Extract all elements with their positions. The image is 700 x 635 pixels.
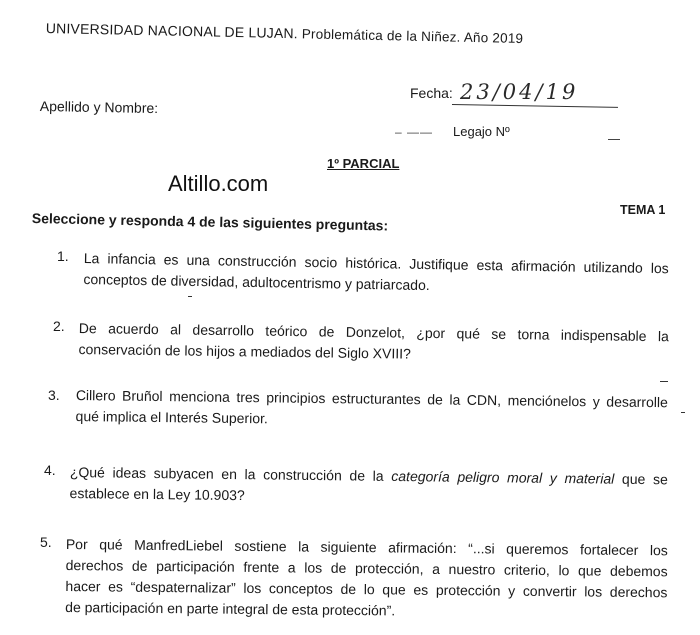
watermark: Altillo.com — [168, 171, 269, 196]
date-label: Fecha: — [410, 85, 453, 101]
question-line: hacer es “despaternalizar” los conceptos de lo que es protección y convertir los derechos — [65, 577, 668, 601]
question-line: conceptos de diversidad, adultocentrismo y patriarcado. — [83, 270, 430, 294]
course-name: Problemática de la Niñez. Año 2019 — [301, 26, 524, 46]
question-number: 4. — [44, 462, 56, 478]
question-line: De acuerdo al desarrollo teórico de Donzelot, ¿por qué se torna indispensable la — [78, 319, 669, 345]
university-name: UNIVERSIDAD NACIONAL DE LUJAN. — [45, 20, 299, 42]
question-line: Cillero Bruñol menciona tres principios estructurantes de la CDN, menciónelos y desarrolle — [75, 386, 668, 411]
question-text — [65, 534, 668, 624]
question-line: La infancia es una construcción socio histórica. Justifique esta afirmación utilizando los — [83, 249, 669, 277]
scan-mark — [188, 296, 192, 297]
legajo-blank: – —— — [395, 125, 434, 139]
document-header — [46, 20, 524, 46]
instructions: Seleccione y responda 4 de las siguientes preguntas: — [31, 210, 389, 234]
question-text-emphasis: categoría peligro moral y material — [391, 467, 615, 487]
scan-mark — [681, 412, 685, 413]
question-line: Por qué ManfredLiebel sostiene la siguiente afirmación: “...si queremos fortalecer los — [65, 535, 668, 559]
tema-label: TEMA 1 — [620, 203, 666, 217]
question-number: 1. — [57, 248, 69, 264]
question-text-part: que se — [614, 470, 668, 488]
question-line: conservación de los hijos a mediados del Siglo XVIII? — [78, 340, 411, 362]
exam-title: 1º PARCIAL — [327, 156, 400, 171]
question-line: establece en la Ley 10.903? — [69, 484, 245, 504]
question-number: 5. — [40, 534, 52, 550]
question-text — [83, 248, 669, 300]
question-text — [69, 462, 667, 511]
name-field-label: Apellido y Nombre: — [39, 98, 159, 117]
date-value-handwritten: 23/04/19 — [460, 80, 579, 104]
question-text — [78, 318, 669, 368]
scan-mark — [660, 381, 668, 382]
question-line: qué implica el Interés Superior. — [75, 407, 268, 427]
question-line: derechos de participación frente a los de protección, a nuestro criterio, lo que debemos — [65, 556, 668, 580]
question-number: 3. — [48, 387, 60, 403]
question-number: 2. — [53, 318, 65, 334]
question-text — [75, 385, 667, 434]
question-line: de participación en parte integral de esta protección”. — [65, 598, 396, 619]
legajo-mark — [608, 139, 620, 140]
date-underline — [452, 104, 618, 108]
legajo-label: Legajo Nº — [453, 124, 510, 139]
question-text-part: ¿Qué ideas subyacen en la construcción de la — [69, 463, 392, 484]
